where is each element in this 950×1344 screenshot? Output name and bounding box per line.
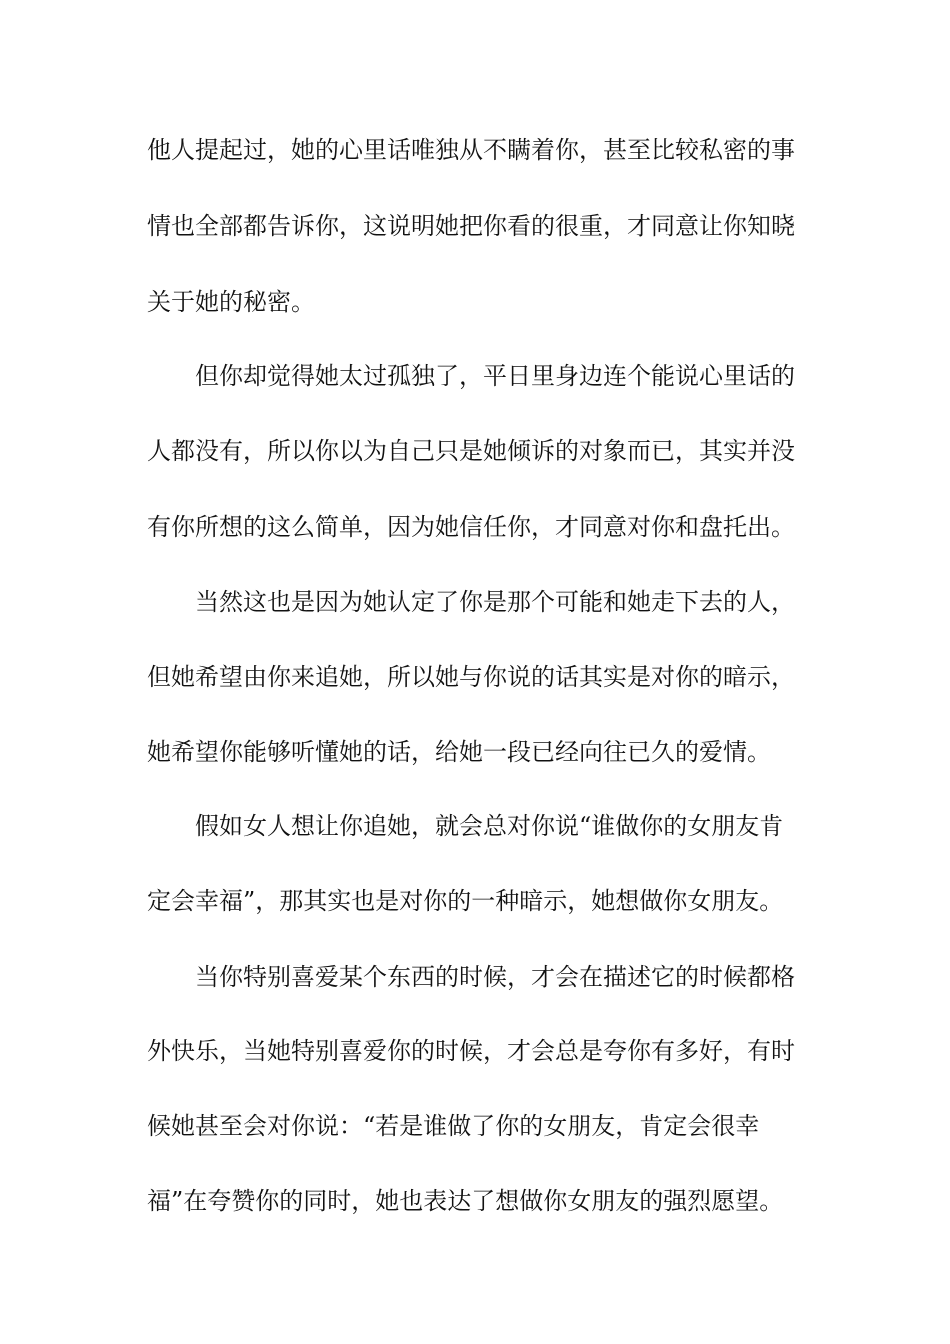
text-line: 但你却觉得她太过孤独了，平日里身边连个能说心里话的 [195, 362, 795, 390]
text-line: 候她甚至会对你说：“若是谁做了你的女朋友，肯定会很幸 [147, 1112, 760, 1140]
text-line: 当然这也是因为她认定了你是那个可能和她走下去的人， [195, 588, 795, 616]
text-line: 但她希望由你来追她，所以她与你说的话其实是对你的暗示， [147, 663, 795, 691]
text-line: 定会幸福”，那其实也是对你的一种暗示，她想做你女朋友。 [147, 887, 784, 915]
text-line: 假如女人想让你追她，就会总对你说“谁做你的女朋友肯 [195, 812, 784, 840]
text-line: 有你所想的这么简单，因为她信任你，才同意对你和盘托出。 [147, 513, 795, 541]
text-line: 人都没有，所以你以为自己只是她倾诉的对象而已，其实并没 [147, 437, 795, 465]
text-line: 外快乐，当她特别喜爱你的时候，才会总是夸你有多好，有时 [147, 1037, 795, 1065]
text-line: 他人提起过，她的心里话唯独从不瞒着你，甚至比较私密的事 [147, 136, 795, 164]
text-line: 情也全部都告诉你，这说明她把你看的很重，才同意让你知晓 [147, 212, 795, 240]
text-line: 当你特别喜爱某个东西的时候，才会在描述它的时候都格 [195, 963, 795, 991]
text-line: 福”在夸赞你的同时，她也表达了想做你女朋友的强烈愿望。 [147, 1187, 784, 1215]
text-line: 关于她的秘密。 [147, 288, 315, 316]
text-line: 她希望你能够听懂她的话，给她一段已经向往已久的爱情。 [147, 738, 771, 766]
